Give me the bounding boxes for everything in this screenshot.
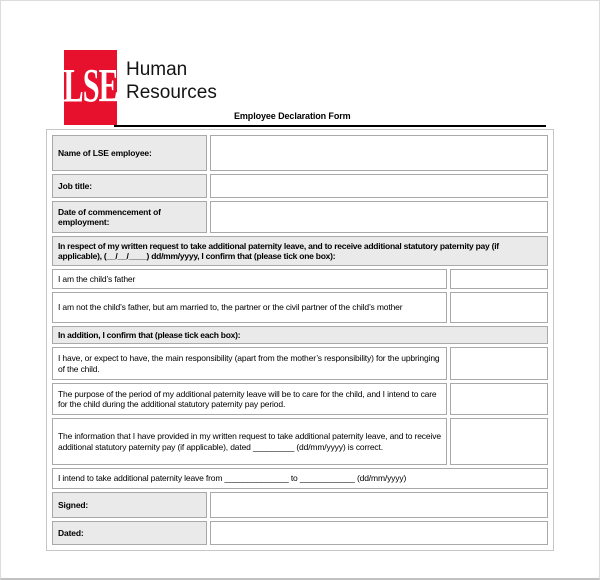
tick-box-cell-father[interactable] xyxy=(450,269,548,289)
table-row xyxy=(52,174,548,198)
field-label: Job title: xyxy=(52,174,207,198)
table-row xyxy=(52,521,548,545)
leave-period-row: I intend to take additional paternity leave from ______________ to ____________ (dd/mm/yyyy) xyxy=(52,468,548,489)
field-label: Signed: xyxy=(52,492,207,518)
statement-text: The purpose of the period of my additional paternity leave will be to care for the child, and I intend to care for the child during the additional statutory paternity pay period. xyxy=(52,383,447,415)
field-label: Dated: xyxy=(52,521,207,545)
table-row xyxy=(52,347,548,380)
tick-box-cell-purpose[interactable] xyxy=(450,383,548,415)
table-row xyxy=(52,236,548,266)
table-row xyxy=(52,492,548,518)
statement-text: I am not the child’s father, but am married to, the partner or the civil partner of the child’s mother xyxy=(52,292,447,323)
table-row xyxy=(52,418,548,465)
dated-field-input[interactable] xyxy=(210,521,548,545)
lse-logo-text: LSE xyxy=(63,60,118,113)
commencement-date-field-input[interactable] xyxy=(210,201,548,233)
table-row xyxy=(52,383,548,415)
tick-box-cell-responsibility[interactable] xyxy=(450,347,548,380)
department-name xyxy=(126,58,217,104)
field-label: Name of LSE employee: xyxy=(52,135,207,171)
table-row xyxy=(52,135,548,171)
section-two-heading: In addition, I confirm that (please tick each box): xyxy=(52,326,548,344)
statement-text: The information that I have provided in my written request to take additional paternity leave, and to receive additional statutory paternity pay (if applicable), dated _________ (dd/mm/yyyy) is correct. xyxy=(52,418,447,465)
table-row xyxy=(52,468,548,489)
job-title-field-input[interactable] xyxy=(210,174,548,198)
title-underline xyxy=(114,125,546,127)
form-title: Employee Declaration Form xyxy=(234,111,351,121)
table-row xyxy=(52,201,548,233)
field-label: Date of commencement of employment: xyxy=(52,201,207,233)
statement-text: I have, or expect to have, the main responsibility (apart from the mother’s responsibility) for the upbringing of the child. xyxy=(52,347,447,380)
department-line2: Resources xyxy=(126,82,217,103)
section-one-heading: In respect of my written request to take additional paternity leave, and to receive additional statutory paternity pay (if applicable), (__/__/____) dd/mm/yyyy, I confirm that (please tick one box): xyxy=(52,236,548,266)
lse-logo xyxy=(64,50,117,125)
name-field-input[interactable] xyxy=(210,135,548,171)
table-row xyxy=(52,269,548,289)
signed-field-input[interactable] xyxy=(210,492,548,518)
statement-text: I am the child’s father xyxy=(52,269,447,289)
declaration-table xyxy=(46,129,554,551)
table-row xyxy=(52,326,548,344)
department-line1: Human xyxy=(126,59,188,80)
tick-box-cell-partner[interactable] xyxy=(450,292,548,323)
table-row xyxy=(52,292,548,323)
tick-box-cell-information-correct[interactable] xyxy=(450,418,548,465)
